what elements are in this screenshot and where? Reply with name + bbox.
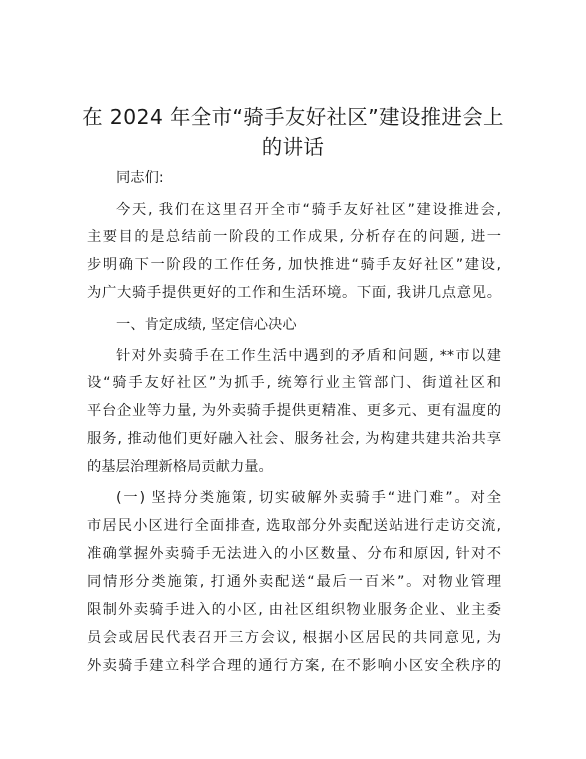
salutation: 同志们:: [116, 170, 164, 186]
paragraph-line: 步明确下一阶段的工作任务, 加快推进“骑手友好社区”建设,: [87, 257, 501, 273]
document-title: [60, 102, 526, 162]
paragraph-line: 平台企业等力量, 为外卖骑手提供更精准、更多元、更有温度的: [87, 403, 501, 419]
title-line-1: 在 2024 年全市“骑手友好社区”建设推进会上: [82, 105, 504, 129]
title-line-2: 的讲话: [261, 135, 325, 159]
paragraph-line: (一) 坚持分类施策, 切实破解外卖骑手“进门难”。对全: [116, 490, 501, 506]
paragraph-line: 设“骑手友好社区”为抓手, 统筹行业主管部门、街道社区和: [87, 375, 501, 391]
paragraph-line: 服务, 推动他们更好融入社会、服务社会, 为构建共建共治共享: [87, 431, 501, 447]
paragraph-line: 限制外卖骑手进入的小区, 由社区组织物业服务企业、业主委: [87, 602, 501, 618]
paragraph-line: 同情形分类施策, 打通外卖配送“最后一百米”。对物业管理: [87, 574, 501, 590]
paragraph-line: 准确掌握外卖骑手无法进入的小区数量、分布和原因, 针对不: [87, 546, 501, 562]
paragraph-line: 今天, 我们在这里召开全市“骑手友好社区”建设推进会,: [116, 202, 501, 218]
paragraph-line: 外卖骑手建立科学合理的通行方案, 在不影响小区安全秩序的: [87, 658, 501, 674]
paragraph-line: 为广大骑手提供更好的工作和生活环境。下面, 我讲几点意见。: [87, 285, 501, 301]
paragraph-line: 主要目的是总结前一阶段的工作成果, 分析存在的问题, 进一: [87, 229, 501, 245]
paragraph-line: 的基层治理新格局贡献力量。: [87, 459, 273, 475]
section-heading: 一、肯定成绩, 坚定信心决心: [116, 317, 297, 333]
paragraph-line: 员会或居民代表召开三方会议, 根据小区居民的共同意见, 为: [87, 630, 501, 646]
paragraph-line: 针对外卖骑手在工作生活中遇到的矛盾和问题, **市以建: [116, 348, 501, 364]
paragraph-line: 市居民小区进行全面排查, 选取部分外卖配送站进行走访交流,: [87, 518, 501, 534]
